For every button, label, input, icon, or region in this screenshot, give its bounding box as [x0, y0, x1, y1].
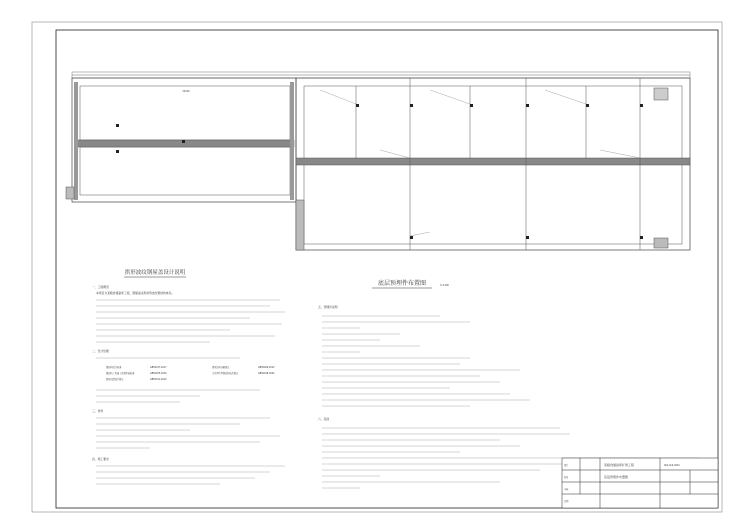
section-heading: 六、其他 — [318, 417, 330, 421]
lower-left-extension — [296, 200, 304, 250]
embed-marker — [182, 140, 185, 143]
standard-code: GB50205-2020 — [150, 372, 167, 375]
sheet-outer-border — [32, 22, 722, 512]
title-sheet-name: 底层预埋件布置图 — [604, 475, 629, 479]
title-project-name: 某粮食储备库扩建工程 — [604, 463, 635, 467]
standard-name: 建筑抗震设计规范 — [106, 378, 124, 381]
left-upper-bay — [80, 86, 290, 140]
section-heading: 二、设计依据 — [92, 349, 109, 353]
section-heading: 三、材料 — [92, 409, 104, 413]
embed-marker — [526, 236, 529, 239]
top-dimension-label: 22200 — [182, 90, 190, 93]
title-sheet-number: GS-04-001 — [664, 463, 680, 467]
embed-marker — [410, 236, 413, 239]
embed-marker — [526, 104, 529, 107]
standard-code: GB50018-2002 — [258, 372, 275, 375]
post-left-a — [74, 82, 78, 200]
notes-title: 拱形波纹钢屋盖设计说明 — [124, 270, 186, 276]
right-beam-band — [296, 158, 690, 165]
plan-title: 底层预埋件布置图 — [377, 280, 427, 287]
leader-line — [320, 90, 356, 104]
title-label-scale: 比例 — [564, 500, 569, 503]
leader-line — [545, 90, 586, 104]
stair-left-bottom — [66, 187, 74, 199]
embed-marker — [470, 104, 473, 107]
embed-marker — [640, 104, 643, 107]
notes-left-lines — [96, 300, 285, 484]
standard-code: GB50017-2017 — [150, 366, 167, 369]
title-block-frame — [562, 458, 718, 508]
embed-marker — [410, 104, 413, 107]
section-body: 本项目为某粮食储备库工程，钢屋盖采用拱形波纹钢结构体系。 — [96, 291, 175, 295]
title-label-approve: 审核 — [564, 488, 569, 491]
embed-marker — [116, 150, 119, 153]
leader-line — [430, 90, 470, 104]
stair-right-bottom — [654, 238, 668, 248]
standard-code: GB50011-2010 — [150, 378, 167, 381]
sheet-inner-border — [56, 30, 718, 508]
standards-table — [106, 365, 275, 381]
embed-marker — [586, 104, 589, 107]
section-heading: 四、施工要求 — [92, 457, 109, 461]
title-block — [562, 458, 718, 508]
plan-scale: 1:100 — [440, 283, 449, 287]
title-label-design: 设计 — [564, 464, 569, 467]
leader-line — [410, 232, 430, 236]
standard-code: GB50009-2012 — [258, 366, 275, 369]
leader-line — [600, 150, 640, 158]
floor-plan — [66, 72, 690, 250]
standard-name: 钢结构设计标准 — [106, 366, 122, 369]
standard-name: 建筑结构荷载规范 — [212, 366, 230, 369]
section-heading: 一、工程概况 — [92, 285, 109, 289]
stair-right-top — [654, 88, 668, 100]
embed-marker — [356, 104, 359, 107]
leader-line — [380, 150, 410, 158]
standard-name: 钢结构工程施工质量验收标准 — [106, 372, 135, 375]
title-label-check: 校对 — [564, 476, 569, 479]
standard-name: 冷弯薄壁型钢结构技术规范 — [212, 372, 239, 375]
left-lower-bay — [80, 147, 290, 195]
embed-marker — [116, 124, 119, 127]
section-heading: 五、预埋件说明 — [318, 305, 338, 309]
embed-marker — [640, 236, 643, 239]
embed-markers — [116, 104, 643, 239]
post-left-b — [290, 82, 294, 200]
